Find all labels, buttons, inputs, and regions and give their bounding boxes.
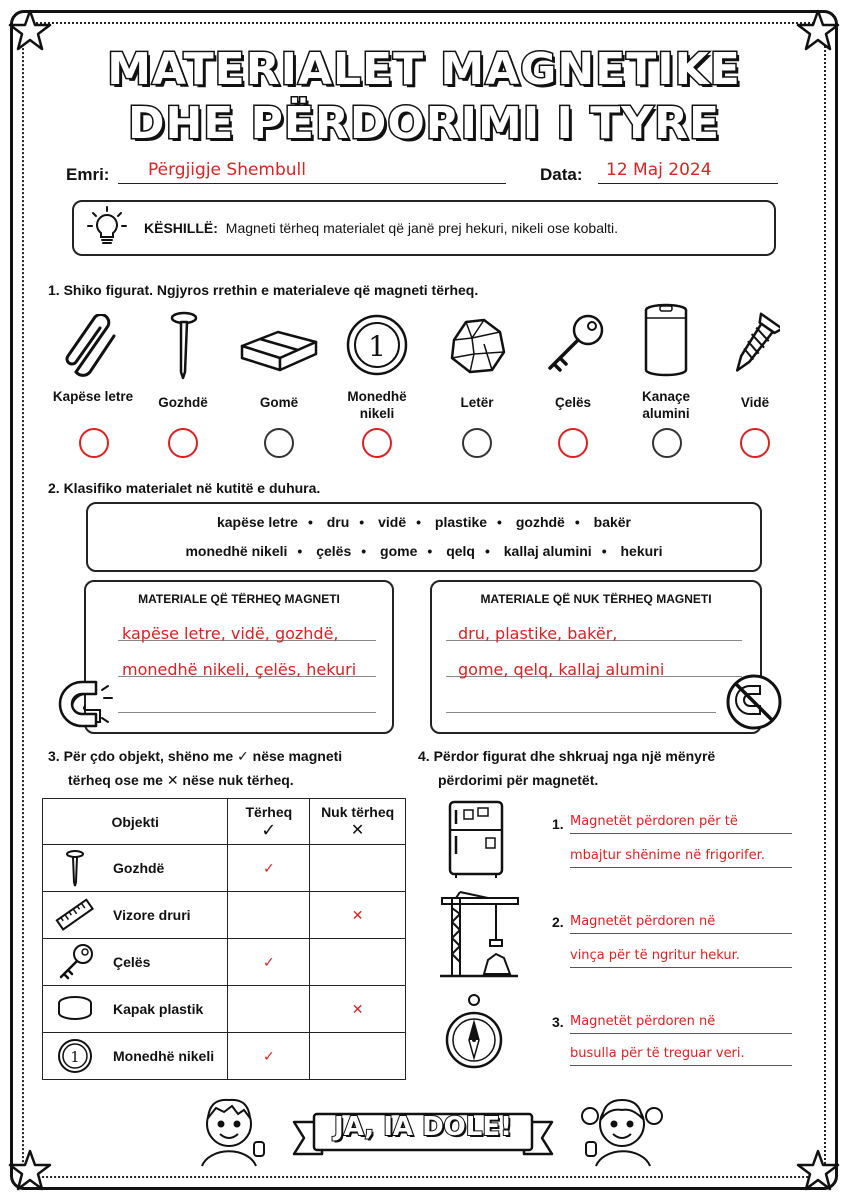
item-label-can: Kanaçe alumini (641, 389, 691, 421)
can-icon (640, 302, 692, 380)
star-icon (8, 1148, 52, 1192)
word-bank-item: vidë (378, 514, 407, 530)
table-row (43, 939, 406, 986)
page-title-line2: DHE PËRDORIMI I TYRE (127, 98, 721, 149)
screw-icon (730, 310, 780, 380)
answer-line (446, 712, 716, 713)
compass-icon (444, 990, 504, 1076)
not-attracts-cell[interactable] (310, 939, 406, 986)
attract-answer-1: kapëse letre, vidë, gozhdë, (122, 624, 339, 643)
tip-content (144, 220, 618, 236)
col-attracts (228, 799, 310, 845)
col-not-attracts (310, 799, 406, 845)
name-label: Emri: (66, 165, 110, 184)
table-cell-object (43, 845, 228, 892)
table-row (43, 845, 406, 892)
nail-icon (166, 310, 202, 382)
col-object: Objekti (43, 799, 228, 845)
word-bank-item: dru (326, 514, 350, 530)
use-answer-1-line1: Magnetët përdoren për të (570, 814, 792, 834)
no-magnet-icon (724, 672, 784, 732)
table-cell-object (43, 986, 228, 1033)
answer-circle-can[interactable] (652, 428, 682, 458)
word-bank-item: kapëse letre (216, 514, 298, 530)
table-cell-object (43, 939, 228, 986)
name-value: Përgjigje Shembull (148, 160, 307, 180)
q3-prompt-line2: tërheq ose me ✕ nëse nuk tërheq. (68, 772, 294, 788)
object-name: Monedhë nikeli (113, 1048, 215, 1064)
eraser-icon (238, 316, 320, 374)
word-bullet: • (497, 514, 502, 530)
word-bank-item: kallaj alumini (503, 543, 592, 559)
key-icon (55, 942, 95, 982)
cross-mark-icon: ✕ (351, 906, 364, 923)
coin-icon (55, 1036, 95, 1076)
word-bullet: • (484, 543, 490, 559)
magnet-icon (56, 676, 120, 732)
word-bank-box (86, 502, 762, 572)
word-bullet: • (427, 543, 433, 559)
answer-circle-nail[interactable] (168, 428, 198, 458)
word-bullet: • (574, 514, 580, 530)
not-attract-answer-1: dru, plastike, bakër, (458, 624, 618, 643)
attraction-table (42, 798, 406, 1080)
answer-line (118, 712, 376, 713)
word-bank-item: plastike (434, 514, 488, 530)
table-row (43, 892, 406, 939)
boy-thumbs-up-icon (188, 1088, 270, 1168)
word-bank-item: gome (380, 543, 418, 559)
coin-icon (344, 312, 410, 378)
item-label-coin: Monedhë nikeli (347, 389, 407, 421)
table-cell-object (43, 1033, 228, 1080)
ruler-icon (55, 895, 95, 935)
q4-prompt-line1: 4. Përdor figurat dhe shkruaj nga një mënyrë (418, 748, 716, 764)
not-attract-title: MATERIALE QË NUK TËRHEQ MAGNETI (480, 592, 712, 606)
date-value: 12 Maj 2024 (606, 160, 712, 180)
object-name: Kapak plastik (113, 1001, 204, 1017)
use-answer-3-line2: busulla për të treguar veri. (570, 1046, 792, 1066)
answer-circle-screw[interactable] (740, 428, 770, 458)
use-answer-2-line2: vinça për të ngritur hekur. (570, 948, 792, 968)
check-mark-icon: ✓ (262, 953, 275, 970)
star-icon (796, 1148, 840, 1192)
tip-label: KËSHILLË: (144, 220, 218, 236)
attracts-cell[interactable] (228, 1033, 310, 1080)
not-attracts-cell[interactable] (310, 845, 406, 892)
attract-answer-2: monedhë nikeli, çelës, hekuri (122, 660, 357, 679)
word-bank-item: bakër (593, 514, 631, 530)
word-bank-item: çelës (316, 543, 352, 559)
use-answer-1-line2: mbajtur shënime në frigorifer. (570, 848, 792, 868)
word-bullet: • (416, 514, 422, 530)
attracts-cell[interactable] (228, 939, 310, 986)
check-icon: ✓ (261, 820, 277, 840)
word-bank-item: monedhë nikeli (185, 543, 288, 559)
word-bullet: • (359, 514, 365, 530)
word-bullet: • (307, 514, 313, 530)
nail-icon (55, 848, 95, 888)
paper-ball-icon (444, 316, 508, 376)
paperclip-icon (62, 314, 124, 380)
col-attracts-label: Tërheq (245, 804, 293, 820)
cross-icon: ✕ (350, 822, 365, 839)
table-header-row (43, 799, 406, 845)
q1-prompt: 1. Shiko figurat. Ngjyros rrethin e materialeve që magneti tërheq. (48, 282, 479, 298)
answer-circle-eraser[interactable] (264, 428, 294, 458)
answer-circle-paperclip[interactable] (79, 428, 109, 458)
check-mark-icon: ✓ (262, 1047, 275, 1064)
answer-circle-coin[interactable] (362, 428, 392, 458)
object-name: Çelës (113, 954, 151, 970)
object-name: Vizore druri (113, 907, 191, 923)
col-not-attracts-label: Nuk tërheq (321, 804, 395, 820)
use-number-1: 1. (552, 816, 564, 832)
q2-prompt: 2. Klasifiko materialet në kutitë e duhura. (48, 480, 321, 496)
not-attracts-cell[interactable] (310, 1033, 406, 1080)
answer-circle-key[interactable] (558, 428, 588, 458)
item-label-screw: Vidë (740, 395, 770, 410)
q4-prompt-line2: përdorimi për magnetët. (438, 772, 599, 788)
use-number-2: 2. (552, 914, 564, 930)
banner-text: JA, IA DOLE! (334, 1112, 512, 1142)
attracts-cell[interactable] (228, 845, 310, 892)
answer-circle-paper[interactable] (462, 428, 492, 458)
svg-text:1: 1 (368, 330, 386, 363)
table-row (43, 1033, 406, 1080)
word-bank-row-1 (86, 514, 762, 530)
item-label-key: Çelës (554, 395, 592, 410)
table-cell-object (43, 892, 228, 939)
use-number-3: 3. (552, 1014, 564, 1030)
word-bank-item: hekuri (620, 543, 663, 559)
word-bank-item: qelq (446, 543, 475, 559)
cross-mark-icon: ✕ (351, 1000, 364, 1017)
word-bullet: • (297, 543, 303, 559)
check-mark-icon: ✓ (262, 859, 275, 876)
word-bank-item: gozhdë (515, 514, 565, 530)
word-bullet: • (601, 543, 607, 559)
use-answer-3-line1: Magnetët përdoren në (570, 1014, 792, 1034)
not-attracts-cell[interactable] (310, 986, 406, 1033)
tip-text: Magneti tërheq materialet që janë prej hekuri, nikeli ose kobalti. (225, 220, 618, 236)
key-icon (544, 312, 606, 378)
item-label-nail: Gozhdë (158, 395, 208, 410)
svg-text:1: 1 (70, 1048, 80, 1066)
attracts-cell[interactable] (228, 986, 310, 1033)
word-bank-row-2 (86, 543, 762, 559)
plastic-cap-icon (55, 989, 95, 1029)
use-answer-2-line1: Magnetët përdoren në (570, 914, 792, 934)
object-name: Gozhdë (113, 860, 165, 876)
date-label: Data: (540, 165, 583, 184)
item-label-paper: Letër (460, 395, 494, 410)
q3-prompt-line1: 3. Për çdo objekt, shëno me ✓ nëse magneti (48, 748, 343, 764)
not-attract-answer-2: gome, qelq, kallaj alumini (458, 660, 665, 679)
attract-title: MATERIALE QË TËRHEQ MAGNETI (138, 592, 340, 606)
table-row (43, 986, 406, 1033)
not-attracts-cell[interactable] (310, 892, 406, 939)
item-label-paperclip: Kapëse letre (52, 389, 134, 404)
word-bullet: • (361, 543, 367, 559)
attracts-cell[interactable] (228, 892, 310, 939)
girl-thumbs-up-icon (580, 1086, 664, 1168)
lightbulb-icon (84, 205, 130, 251)
crane-icon (438, 888, 520, 980)
page-title-line1: MATERIALET MAGNETIKE (107, 44, 741, 95)
item-label-eraser: Gomë (259, 395, 299, 410)
fridge-icon (440, 798, 512, 880)
